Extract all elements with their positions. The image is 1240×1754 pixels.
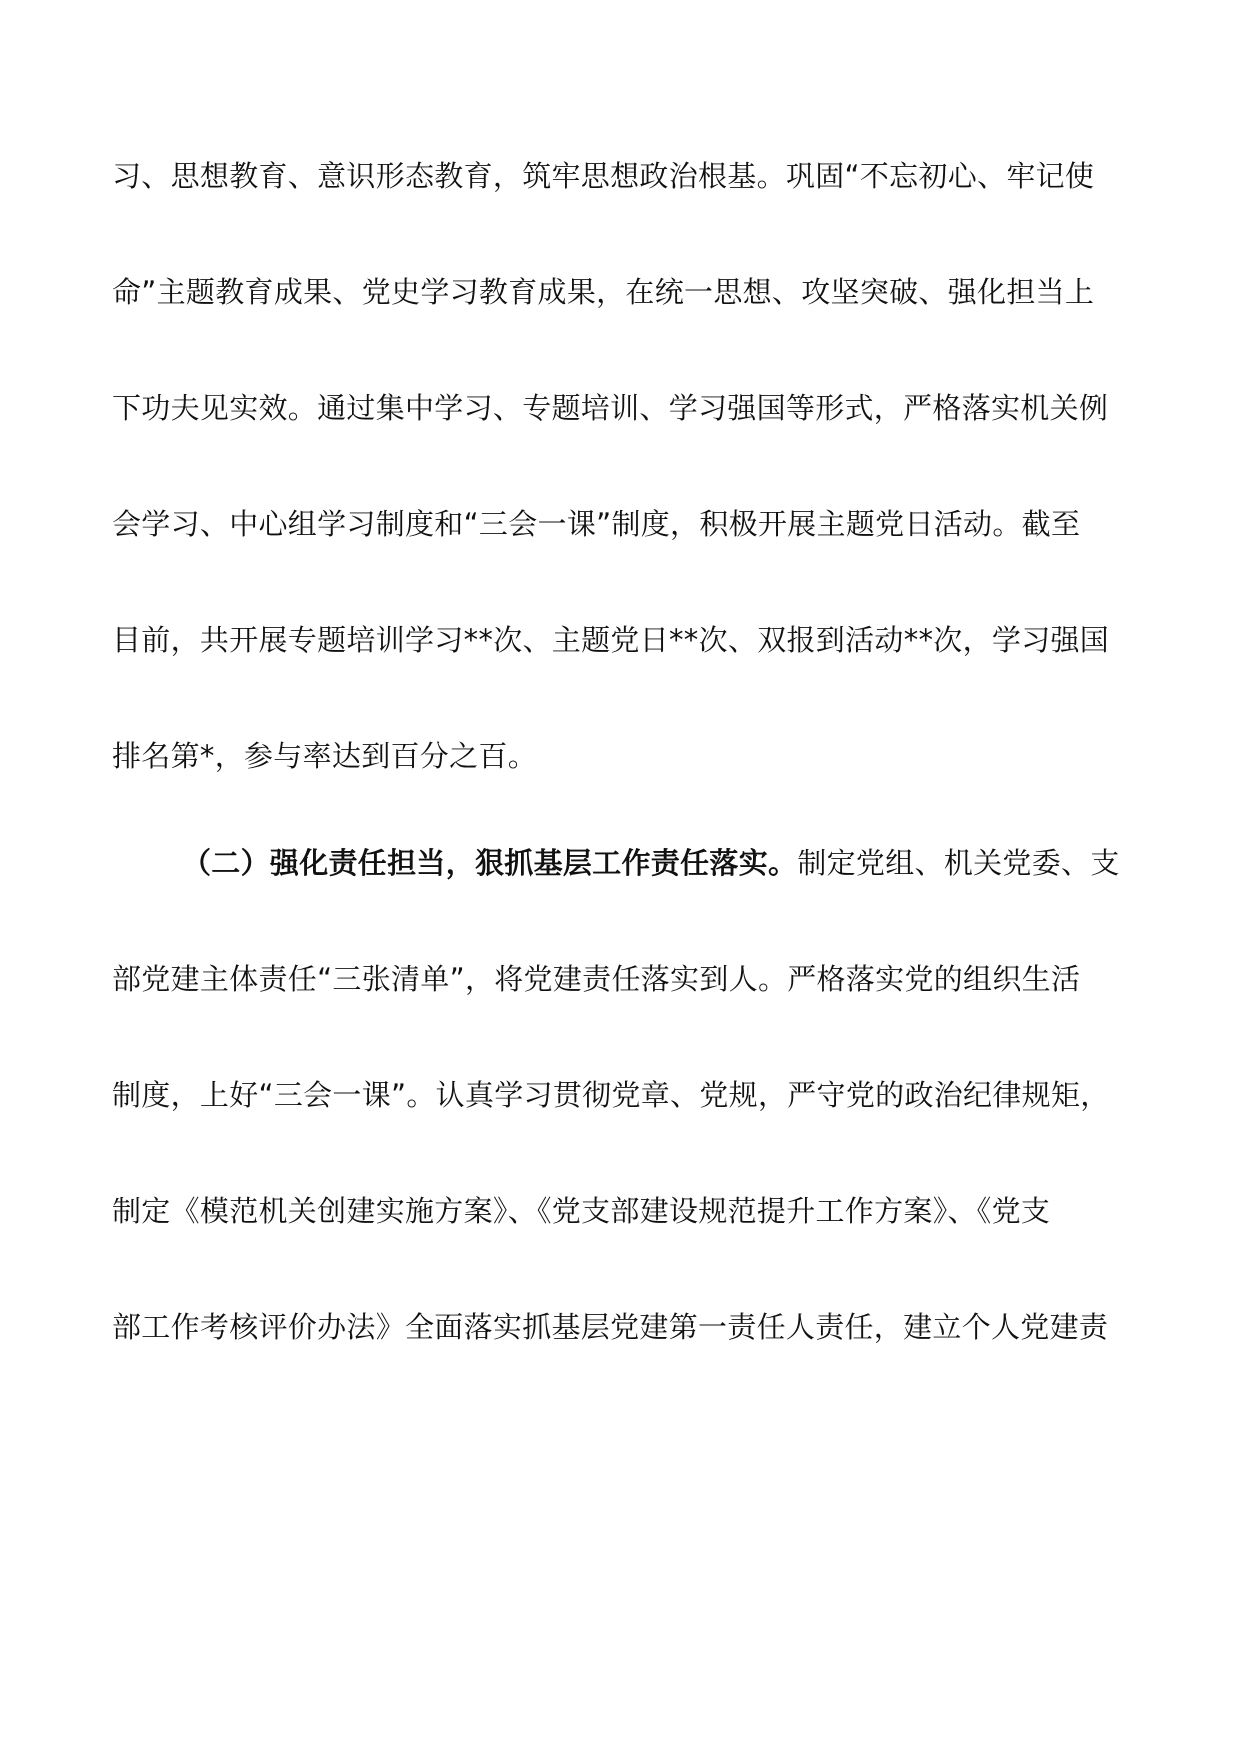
section-heading-continuation: 制定党组、机关党委、支 (797, 846, 1120, 880)
paragraph-1-line-1: 习、思想教育、意识形态教育，筑牢思想政治根基。巩固“不忘初心、牢记使 (112, 159, 1095, 193)
paragraph-1-line-6: 排名第*，参与率达到百分之百。 (112, 739, 538, 773)
paragraph-2-line-3: 制度，上好“三会一课”。认真学习贯彻党章、党规，严守党的政治纪律规矩， (112, 1078, 1110, 1112)
paragraph-2-line-2: 部党建主体责任“三张清单”，将党建责任落实到人。严格落实党的组织生活 (112, 962, 1081, 996)
paragraph-2-line-5: 部工作考核评价办法》全面落实抓基层党建第一责任人责任，建立个人党建责 (112, 1310, 1109, 1344)
paragraph-1-line-5: 目前，共开展专题培训学习**次、主题党日**次、双报到活动**次，学习强国 (112, 623, 1110, 657)
paragraph-2-line-1 (182, 843, 1120, 883)
paragraph-1-line-4: 会学习、中心组学习制度和“三会一课”制度，积极开展主题党日活动。截至 (112, 507, 1081, 541)
paragraph-2-line-4: 制定《模范机关创建实施方案》、《党支部建设规范提升工作方案》、《党支 (112, 1194, 1051, 1228)
paragraph-1-line-2: 命”主题教育成果、党史学习教育成果，在统一思想、攻坚突破、强化担当上 (112, 275, 1095, 309)
paragraph-1-line-3: 下功夫见实效。通过集中学习、专题培训、学习强国等形式，严格落实机关例 (112, 391, 1109, 425)
section-heading: （二）强化责任担当，狠抓基层工作责任落实。 (182, 846, 798, 880)
